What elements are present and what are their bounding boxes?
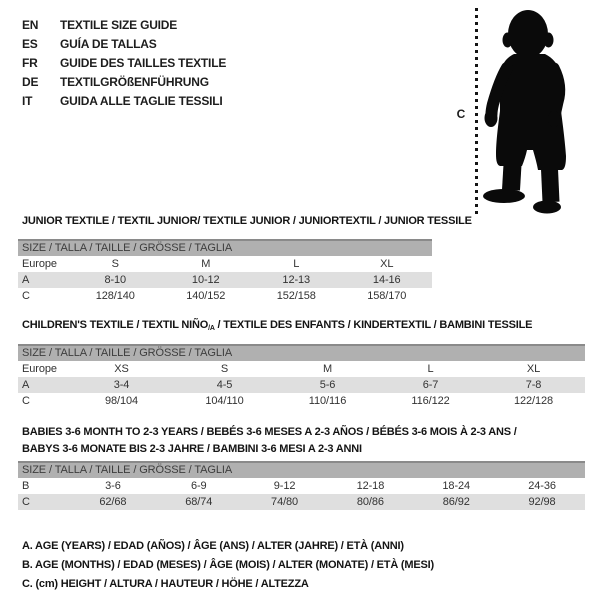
age-cell: 9-12	[273, 480, 296, 492]
size-cell: XL	[526, 363, 541, 375]
babies-title-line2: BABYS 3-6 MONATE BIS 2-3 JAHRE / BAMBINI 3-6 MESI A 2-3 ANNI	[22, 443, 362, 455]
baby-silhouette-icon	[480, 6, 584, 218]
age-cell: 5-6	[319, 379, 336, 391]
lang-code: EN	[22, 18, 39, 32]
age-cell: 6-9	[190, 480, 207, 492]
children-size-table	[18, 344, 585, 409]
row-label: Europe	[22, 258, 57, 270]
table-row-europe	[18, 361, 585, 377]
table-row-age	[18, 272, 432, 288]
size-cell: S	[220, 363, 229, 375]
height-cell: 116/122	[411, 395, 450, 407]
row-label: C	[22, 290, 30, 302]
lang-row-de	[22, 73, 226, 92]
babies-table-title	[22, 424, 517, 458]
age-cell: 3-6	[105, 480, 121, 492]
legend-footnotes	[22, 537, 434, 594]
age-cell: 14-16	[372, 274, 401, 286]
age-cell: 8-10	[104, 274, 127, 286]
size-cell: M	[322, 363, 333, 375]
babies-size-table	[18, 461, 585, 510]
size-cell: S	[111, 258, 119, 270]
children-title-prefix: CHILDREN'S TEXTILE / TEXTIL NIÑO	[22, 319, 209, 331]
lang-row-fr	[22, 54, 226, 73]
age-cell: 3-4	[113, 379, 130, 391]
table-row-age-months	[18, 478, 585, 494]
lang-code: DE	[22, 75, 39, 89]
size-cell: L	[427, 363, 434, 375]
lang-row-es	[22, 35, 226, 54]
lang-row-it	[22, 92, 226, 111]
height-cell: 92/98	[528, 496, 556, 508]
size-cell: M	[201, 258, 211, 270]
height-cell: 98/104	[104, 395, 139, 407]
row-label: C	[22, 496, 30, 508]
age-cell: 24-36	[528, 480, 556, 492]
junior-table-title: JUNIOR TEXTILE / TEXTIL JUNIOR/ TEXTILE JUNIOR / JUNIORTEXTIL / JUNIOR TESSILE	[22, 215, 472, 227]
size-cell: L	[293, 258, 300, 270]
height-cell: 62/68	[99, 496, 127, 508]
height-cell: 68/74	[185, 496, 213, 508]
height-cell: 152/158	[276, 290, 316, 302]
age-cell: 7-8	[525, 379, 542, 391]
junior-size-table	[18, 239, 432, 304]
row-label: Europe	[22, 363, 57, 375]
size-cell: XL	[380, 258, 394, 270]
lang-row-en	[22, 16, 226, 35]
table-row-height	[18, 494, 585, 510]
lang-code: ES	[22, 37, 38, 51]
height-cell: 128/140	[95, 290, 135, 302]
age-cell: 10-12	[191, 274, 220, 286]
footnote-a: A. AGE (YEARS) / EDAD (AÑOS) / ÂGE (ANS) / ALTER (JAHRE) / ETÀ (ANNI)	[22, 540, 404, 552]
height-cell: 140/152	[186, 290, 226, 302]
height-measure-dotted-line	[475, 8, 478, 214]
age-cell: 18-24	[442, 480, 471, 492]
table-row-europe	[18, 256, 432, 272]
guide-title: TEXTILE SIZE GUIDE	[60, 18, 178, 32]
babies-title-line1: BABIES 3-6 MONTH TO 2-3 YEARS / BEBÉS 3-6 MESES A 2-3 AÑOS / BÉBÉS 3-6 MOIS À 2-3 ANS /	[22, 426, 517, 438]
row-label: B	[22, 480, 30, 492]
children-title-subscript: /A	[208, 325, 215, 332]
table-row-age	[18, 377, 585, 393]
size-header-band: SIZE / TALLA / TAILLE / GRÖSSE / TAGLIA	[18, 344, 585, 361]
height-cell: 74/80	[271, 496, 299, 508]
row-label: A	[22, 274, 30, 286]
height-cell: 104/110	[205, 395, 244, 407]
row-label: A	[22, 379, 30, 391]
guide-title: GUÍA DE TALLAS	[60, 37, 157, 51]
height-cell: 86/92	[442, 496, 470, 508]
lang-code: IT	[22, 94, 33, 108]
height-cell: 110/116	[308, 395, 347, 407]
table-row-height	[18, 393, 585, 409]
footnote-c: C. (cm) HEIGHT / ALTURA / HAUTEUR / HÖHE / ALTEZZA	[22, 578, 309, 590]
footnote-b: B. AGE (MONTHS) / EDAD (MESES) / ÂGE (MOIS) / ALTER (MONATE) / ETÀ (MESI)	[22, 559, 434, 571]
age-cell: 12-18	[356, 480, 385, 492]
size-header-band: SIZE / TALLA / TAILLE / GRÖSSE / TAGLIA	[18, 461, 585, 478]
age-cell: 12-13	[282, 274, 311, 286]
row-label: C	[22, 395, 30, 407]
height-cell: 158/170	[367, 290, 407, 302]
children-title-suffix: / TEXTILE DES ENFANTS / KINDERTEXTIL / BAMBINI TESSILE	[214, 319, 533, 331]
height-cell: 122/128	[513, 395, 554, 407]
measure-label-c: C	[456, 107, 466, 121]
table-row-height	[18, 288, 432, 304]
size-header-band: SIZE / TALLA / TAILLE / GRÖSSE / TAGLIA	[18, 239, 432, 256]
age-cell: 4-5	[216, 379, 233, 391]
size-cell: XS	[114, 363, 129, 375]
children-table-title	[22, 319, 532, 332]
language-title-block	[22, 16, 226, 111]
guide-title: GUIDA ALLE TAGLIE TESSILI	[60, 94, 223, 108]
lang-code: FR	[22, 56, 38, 70]
guide-title: TEXTILGRÖßENFÜHRUNG	[60, 75, 209, 89]
age-cell: 6-7	[422, 379, 439, 391]
guide-title: GUIDE DES TAILLES TEXTILE	[60, 56, 227, 70]
height-cell: 80/86	[356, 496, 384, 508]
